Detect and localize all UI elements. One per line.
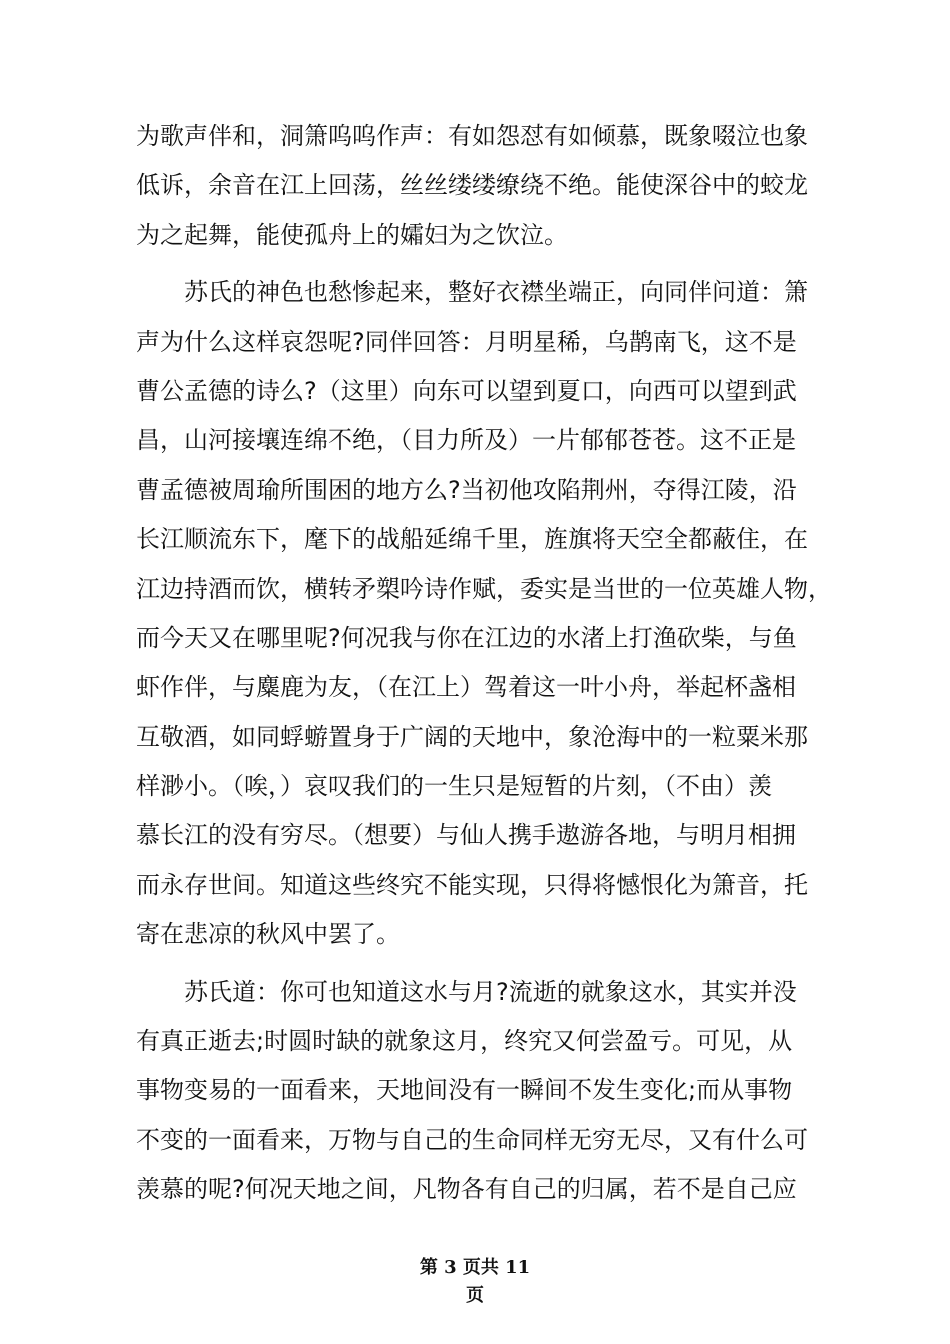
text-line: 事物变易的一面看来，天地间没有一瞬间不发生变化;而从事物	[136, 1076, 793, 1105]
text-line: 羡慕的呢?何况天地之间，凡物各有自己的归属，若不是自己应	[136, 1175, 797, 1204]
page-footer	[0, 1254, 950, 1310]
text-line: 苏氏道：你可也知道这水与月?流逝的就象这水，其实并没	[136, 977, 797, 1006]
paragraph	[136, 968, 836, 1215]
text-line: 长江顺流东下，麾下的战船延绵千里，旌旗将天空全都蔽住，在	[136, 525, 808, 554]
paragraph-gap	[136, 260, 836, 268]
text-line: 低诉，余音在江上回荡，丝丝缕缕缭绕不绝。能使深谷中的蛟龙	[136, 171, 808, 200]
text-line: 虾作伴，与麋鹿为友，（在江上）驾着这一叶小舟，举起杯盏相	[136, 673, 796, 702]
text-line: 慕长江的没有穷尽。（想要）与仙人携手遨游各地，与明月相拥	[136, 821, 796, 850]
page-number-line-2: 页	[466, 1285, 484, 1306]
text-line: 曹公孟德的诗么?（这里）向东可以望到夏口，向西可以望到武	[136, 376, 797, 405]
text-line: 互敬酒，如同蜉蝣置身于广阔的天地中，象沧海中的一粒粟米那	[136, 722, 808, 751]
text-line: 曹孟德被周瑜所围困的地方么?当初他攻陷荆州，夺得江陵，沿	[136, 475, 797, 504]
page-number-line-1: 第 3 页共 11	[419, 1257, 531, 1278]
text-line: 而今天又在哪里呢?何况我与你在江边的水渚上打渔砍柴，与鱼	[136, 623, 797, 652]
document-body	[136, 112, 836, 1215]
paragraph	[136, 112, 836, 260]
paragraph-gap	[136, 960, 836, 968]
text-line: 为之起舞，能使孤舟上的孀妇为之饮泣。	[136, 220, 568, 249]
text-line: 而永存世间。知道这些终究不能实现，只得将憾恨化为箫音，托	[136, 870, 808, 899]
text-line: 样渺小。（唉，）哀叹我们的一生只是短暂的片刻，（不由）羡	[136, 772, 772, 801]
text-line: 为歌声伴和，洞箫呜呜作声：有如怨怼有如倾慕，既象啜泣也象	[136, 122, 808, 150]
text-line: 不变的一面看来，万物与自己的生命同样无穷无尽，又有什么可	[136, 1125, 808, 1154]
paragraph	[136, 268, 836, 959]
text-line: 苏氏的神色也愁惨起来，整好衣襟坐端正，向同伴问道：箫	[136, 278, 808, 307]
text-line: 昌，山河接壤连绵不绝，（目力所及）一片郁郁苍苍。这不正是	[136, 426, 796, 455]
text-line: 声为什么这样哀怨呢?同伴回答：月明星稀，乌鹊南飞，这不是	[136, 327, 797, 356]
text-line: 有真正逝去;时圆时缺的就象这月，终究又何尝盈亏。可见，从	[136, 1027, 793, 1056]
text-line: 寄在悲凉的秋风中罢了。	[136, 920, 400, 949]
text-line: 江边持酒而饮，横转矛槊吟诗作赋，委实是当世的一位英雄人物，	[136, 574, 832, 603]
